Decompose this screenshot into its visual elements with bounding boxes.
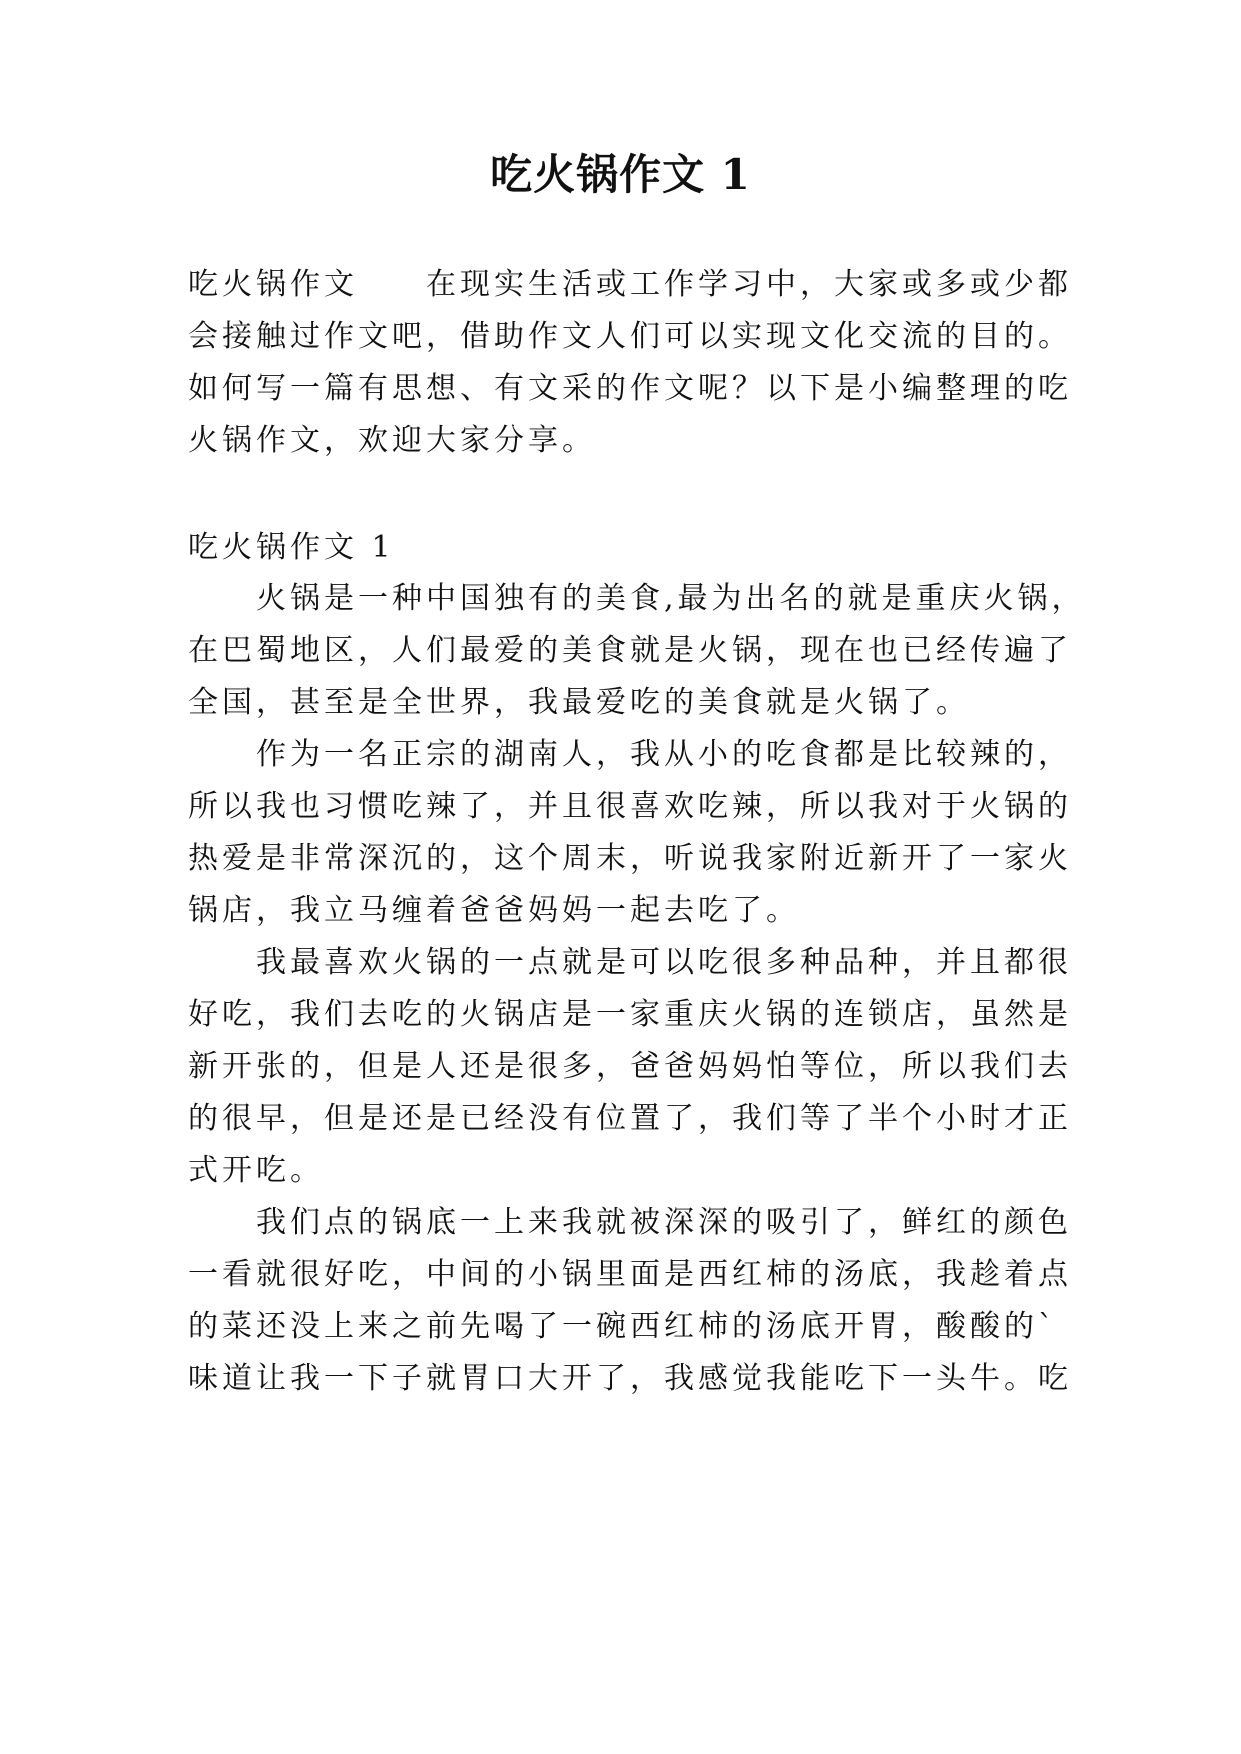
intro-line-3: 如何写一篇有思想、有文采的作文呢？以下是小编整理的吃 (188, 371, 1072, 406)
paragraph-line: 热爱是非常深沉的，这个周末，听说我家附近新开了一家火 (188, 841, 1072, 876)
intro-line-4: 火锅作文，欢迎大家分享。 (188, 423, 596, 458)
paragraph-line: 作为一名正宗的湖南人，我从小的吃食都是比较辣的， (188, 737, 1072, 772)
paragraph-line: 式开吃。 (188, 1153, 324, 1188)
paragraph-line: 的很早，但是还是已经没有位置了，我们等了半个小时才正 (188, 1101, 1072, 1136)
paragraph-line: 全国，甚至是全世界，我最爱吃的美食就是火锅了。 (188, 685, 970, 720)
paragraph-line: 火锅是一种中国独有的美食,最为出名的就是重庆火锅， (188, 581, 1086, 616)
paragraph-line: 锅店，我立马缠着爸爸妈妈一起去吃了。 (188, 893, 800, 928)
paragraph-line: 我最喜欢火锅的一点就是可以吃很多种品种，并且都很 (188, 945, 1072, 980)
paragraph-line: 所以我也习惯吃辣了，并且很喜欢吃辣，所以我对于火锅的 (188, 789, 1072, 824)
paragraph-line: 好吃，我们去吃的火锅店是一家重庆火锅的连锁店，虽然是 (188, 997, 1072, 1032)
paragraph-line: 新开张的，但是人还是很多，爸爸妈妈怕等位，所以我们去 (188, 1049, 1072, 1084)
intro-line-1: 吃火锅作文 在现实生活或工作学习中，大家或多或少都 (188, 267, 1072, 302)
paragraph-line: 在巴蜀地区，人们最爱的美食就是火锅，现在也已经传遍了 (188, 633, 1072, 668)
document-title: 吃火锅作文 1 (490, 150, 751, 199)
paragraph-line: 我们点的锅底一上来我就被深深的吸引了，鲜红的颜色 (188, 1205, 1072, 1240)
intro-line-2: 会接触过作文吧，借助作文人们可以实现文化交流的目的。 (188, 319, 1072, 354)
paragraph-line: 的菜还没上来之前先喝了一碗西红柿的汤底开胃，酸酸的` (188, 1309, 1057, 1344)
paragraph-line: 一看就很好吃，中间的小锅里面是西红柿的汤底，我趁着点 (188, 1257, 1072, 1292)
section-heading: 吃火锅作文 1 (188, 530, 395, 565)
paragraph-line: 味道让我一下子就胃口大开了，我感觉我能吃下一头牛。吃 (188, 1361, 1072, 1396)
